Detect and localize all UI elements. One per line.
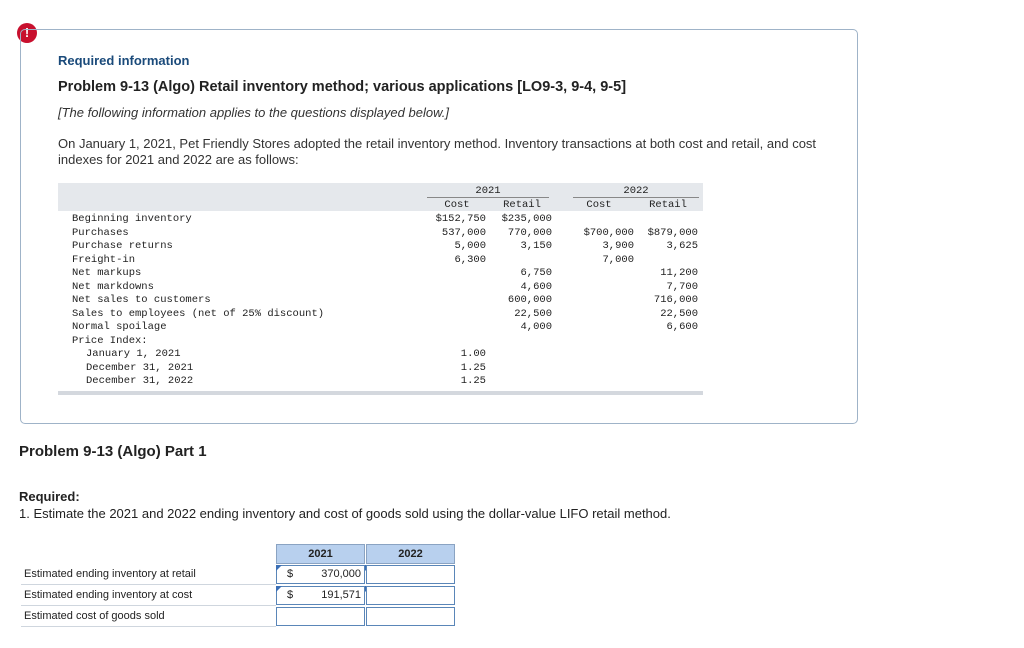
table-cell-c2021: 1.25	[460, 375, 486, 387]
input-marker-icon	[276, 565, 282, 571]
year-2021-header: 2021	[475, 185, 501, 197]
year-2022-rule	[573, 197, 699, 198]
table-cell-r2021: 600,000	[507, 294, 552, 306]
input-value: 370,000	[321, 568, 361, 580]
input-value: 191,571	[321, 589, 361, 601]
table-cell-c2021: 1.25	[460, 361, 486, 374]
answer-col-2022: 2022	[366, 544, 455, 564]
problem-title: Problem 9-13 (Algo) Retail inventory method; various applications [LO9-3, 9-4, 9-5]	[58, 79, 627, 95]
table-cell-c2022: 3,900	[602, 240, 634, 252]
part-title: Problem 9-13 (Algo) Part 1	[19, 443, 207, 460]
table-cell-r2022: 7,700	[666, 280, 698, 293]
retail-2022-input[interactable]	[366, 565, 455, 584]
table-row-label: Normal spoilage	[72, 321, 167, 333]
required-label: Required:	[19, 489, 80, 504]
table-cell-r2021: $235,000	[501, 213, 552, 225]
cost-2022-input[interactable]	[366, 586, 455, 605]
answer-label: Estimated cost of goods sold	[21, 606, 276, 627]
table-cell-c2022: $700,000	[583, 226, 634, 239]
table-row-label: Price Index:	[72, 334, 148, 347]
table-row-label: December 31, 2022	[86, 375, 194, 387]
table-cell-c2021: $152,750	[435, 213, 486, 225]
table-bottom-border	[58, 391, 703, 395]
answer-col-2021: 2021	[276, 544, 365, 564]
retail-2021-input[interactable]	[276, 565, 365, 584]
table-row-label: Net markdowns	[72, 280, 154, 293]
table-row-label: Sales to employees (net of 25% discount)	[72, 307, 325, 320]
applies-note: [The following information applies to the questions displayed below.]	[58, 105, 449, 120]
year-2021-rule	[427, 197, 549, 198]
inventory-data-table	[58, 183, 703, 396]
table-cell-r2022: $879,000	[647, 226, 698, 239]
currency-symbol: $	[287, 589, 294, 601]
intro-text: On January 1, 2021, Pet Friendly Stores adopted the retail inventory method. Inventory transactions at both cost and retail, and cost indexes for 2021 and 2022 are as follows:	[58, 136, 817, 167]
table-cell-r2022: 6,600	[666, 321, 698, 333]
col-cost-2022: Cost	[586, 199, 612, 211]
table-row-label: Net sales to customers	[72, 294, 211, 306]
cogs-2022-input[interactable]	[366, 607, 455, 626]
table-cell-r2021: 6,750	[520, 267, 552, 279]
table-row-label: Net markups	[72, 267, 142, 279]
alert-icon: !	[17, 23, 37, 43]
currency-symbol: $	[287, 568, 294, 580]
table-cell-r2021: 770,000	[507, 226, 552, 239]
table-row-label: December 31, 2021	[86, 361, 194, 374]
table-cell-r2021: 22,500	[514, 307, 552, 320]
table-cell-r2022: 3,625	[666, 240, 698, 252]
table-row-label: January 1, 2021	[86, 348, 181, 360]
table-cell-r2021: 4,600	[520, 280, 552, 293]
table-cell-r2022: 716,000	[653, 294, 698, 306]
table-cell-c2021: 537,000	[441, 226, 486, 239]
table-row-label: Purchases	[72, 226, 129, 239]
cost-2021-input[interactable]	[276, 586, 365, 605]
instruction-text: 1. Estimate the 2021 and 2022 ending inventory and cost of goods sold using the dollar-value LIFO retail method.	[19, 506, 671, 521]
table-cell-c2021: 6,300	[454, 253, 486, 266]
table-cell-r2021: 4,000	[520, 321, 552, 333]
col-cost-2021: Cost	[444, 199, 470, 211]
col-retail-2022: Retail	[649, 199, 687, 211]
year-2022-header: 2022	[623, 185, 649, 197]
table-cell-c2021: 5,000	[454, 240, 486, 252]
table-cell-c2022: 7,000	[602, 253, 634, 266]
required-information-heading: Required information	[58, 53, 190, 68]
table-cell-r2021: 3,150	[520, 240, 552, 252]
table-cell-r2022: 22,500	[660, 307, 698, 320]
cogs-2021-input[interactable]	[276, 607, 365, 626]
table-cell-c2021: 1.00	[460, 348, 486, 360]
table-row-label: Beginning inventory	[72, 213, 192, 225]
required-information-box	[20, 29, 858, 424]
table-row-label: Freight-in	[72, 253, 136, 266]
table-row-label: Purchase returns	[72, 240, 173, 252]
answer-label: Estimated ending inventory at retail	[21, 564, 276, 585]
table-cell-r2022: 11,200	[660, 267, 698, 279]
col-retail-2021: Retail	[503, 199, 541, 211]
input-marker-icon	[276, 586, 282, 592]
answer-label: Estimated ending inventory at cost	[21, 585, 276, 606]
